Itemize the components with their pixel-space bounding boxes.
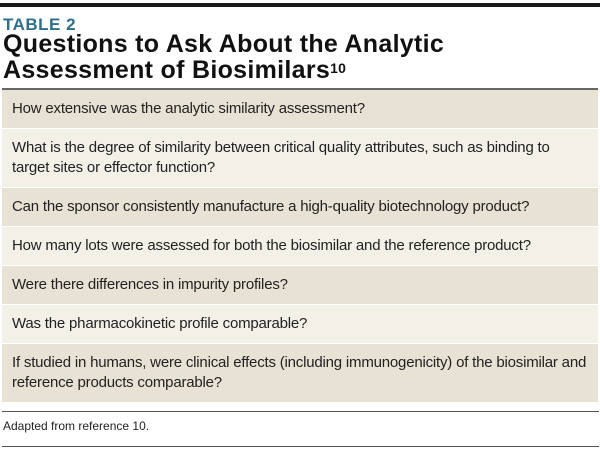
footnote: Adapted from reference 10.	[2, 411, 599, 447]
table-row: How many lots were assessed for both the biosimilar and the reference product?	[2, 227, 598, 266]
table-row: Can the sponsor consistently manufacture a high-quality biotechnology product?	[2, 188, 598, 227]
table-label: TABLE 2	[3, 15, 77, 34]
table-title	[3, 31, 600, 83]
title-reference: 10	[330, 60, 347, 76]
questions-table	[2, 88, 598, 403]
table-row: Was the pharmacokinetic profile comparable?	[2, 305, 598, 344]
table-row: How extensive was the analytic similarity assessment?	[2, 90, 598, 129]
table-title-text: Questions to Ask About the Analytic Assessment of Biosimilars	[3, 30, 445, 84]
table-row: Were there differences in impurity profiles?	[2, 266, 598, 305]
table-row: If studied in humans, were clinical effects (including immunogenicity) of the biosimilar and reference products comparable?	[2, 344, 598, 403]
table-row: What is the degree of similarity between critical quality attributes, such as binding to target sites or effector function?	[2, 129, 598, 188]
top-rule	[0, 3, 600, 7]
